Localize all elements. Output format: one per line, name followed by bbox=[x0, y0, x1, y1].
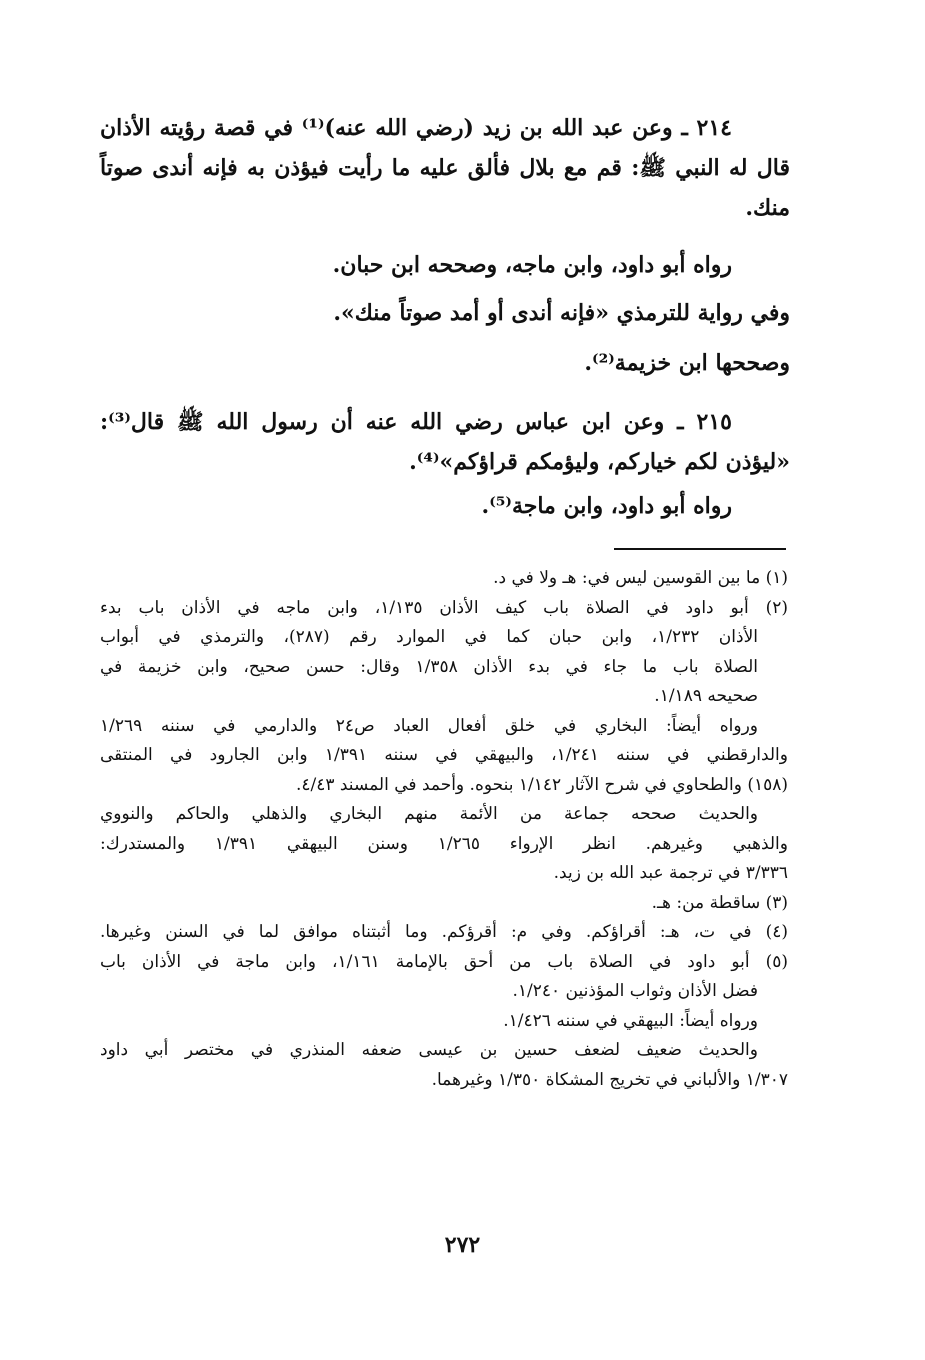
hadith-215-line: ٢١٥ ـ وعن ابن عباس رضي الله عنه أن رسول الله ﷺ قال⁽³⁾: bbox=[100, 409, 732, 435]
footnote-line: والحديث ضعيف لضعف حسين بن عيسى ضعفه المنذري في مختصر أبي داود bbox=[100, 1040, 758, 1060]
footnote-5 bbox=[100, 948, 788, 1096]
footnote-line: ٣/٣٣٦ في ترجمة عبد الله بن زيد. bbox=[553, 863, 788, 883]
main-text bbox=[100, 108, 790, 530]
riwaya-line: وصححها ابن خزيمة⁽²⁾. bbox=[584, 350, 790, 376]
hadith-215 bbox=[100, 402, 790, 482]
hadith-214-line: منك. bbox=[745, 195, 790, 221]
footnote-1: (١) ما بين القوسين ليس في: هـ ولا في د. bbox=[493, 568, 788, 588]
footnote-line: ورواه أيضاً: البخاري في خلق أفعال العباد ص٢٤ والدارمي في سننه ١/٢٦٩ bbox=[100, 715, 758, 736]
footnote-line: (٢) أبو داود في الصلاة باب كيف الأذان ١/١٣٥، وابن ماجه في الأذان باب بدء bbox=[100, 597, 788, 618]
riwaya-line: رواه أبو داود، وابن ماجه، وصححه ابن حبان. bbox=[332, 252, 732, 278]
hadith-214-line: قال له النبي ﷺ: قم مع بلال فألق عليه ما رأيت فيؤذن به فإنه أندى صوتاً bbox=[100, 155, 790, 181]
hadith-215-line: «ليؤذن لكم خياركم، وليؤمكم قراؤكم»⁽⁴⁾. bbox=[409, 449, 790, 475]
footnote-3: (٣) ساقطة من: هـ. bbox=[651, 892, 788, 913]
footnotes bbox=[100, 564, 788, 1095]
footnote-line: صحيحه ١/١٨٩. bbox=[654, 686, 758, 706]
footnote-line: الصلاة باب ما جاء في بدء الأذان ١/٣٥٨ وقال: حسن صحيح، وابن خزيمة في bbox=[100, 656, 758, 677]
footnote-4: (٤) في ت، هـ: أقراؤكم. وفي م: أقرؤكم. وما أثبتناه موافق لما في السنن وغيرها. bbox=[100, 922, 788, 942]
footnote-line: والدارقطني في سننه ١/٢٤١، والبيهقي في سننه ١/٣٩١ وابن الجارود في المنتقى bbox=[100, 745, 788, 765]
footnote-line: ١/٣٠٧ والألباني في تخريج المشكاة ١/٣٥٠ وغيرهما. bbox=[431, 1069, 788, 1090]
page-number: ٢٧٢ bbox=[444, 1232, 481, 1258]
footnote-line: والحديث صححه جماعة من الأئمة منهم البخاري والذهلي والحاكم والنووي bbox=[100, 804, 758, 824]
footnote-line: (٥) أبو داود في الصلاة باب من أحق بالإمامة ١/١٦١، وابن ماجة في الأذان باب bbox=[100, 951, 788, 972]
footnote-line: ورواه أيضاً: البيهقي في سننه ١/٤٢٦. bbox=[503, 1010, 758, 1031]
footnote-line: الأذان ١/٢٣٢، وابن حبان كما في الموارد رقم (٢٨٧)، والترمذي في أبواب bbox=[100, 627, 758, 647]
footnote-line: فضل الأذان وثواب المؤذنين ١/٢٤٠. bbox=[512, 981, 758, 1001]
footnote-2 bbox=[100, 594, 788, 889]
footnote-line: (١٥٨) والطحاوي في شرح الآثار ١/١٤٢ بنحوه. وأحمد في المسند ٤/٤٣. bbox=[295, 774, 788, 795]
footnote-line: والذهبي وغيرهم. انظر الإرواء ١/٢٦٥ وسنن البيهقي ١/٣٩١ والمستدرك: bbox=[100, 833, 788, 854]
riwaya-line: وفي رواية للترمذي «فإنه أندى أو أمد صوتاً منك». bbox=[333, 300, 790, 326]
footnote-separator bbox=[614, 548, 786, 550]
hadith-214 bbox=[100, 108, 790, 228]
hadith-214-line: ٢١٤ ـ وعن عبد الله بن زيد (رضي الله عنه)⁽¹⁾ في قصة رؤيته الأذان bbox=[100, 115, 732, 141]
riwaya-line: رواه أبو داود، وابن ماجة⁽⁵⁾. bbox=[481, 493, 732, 519]
